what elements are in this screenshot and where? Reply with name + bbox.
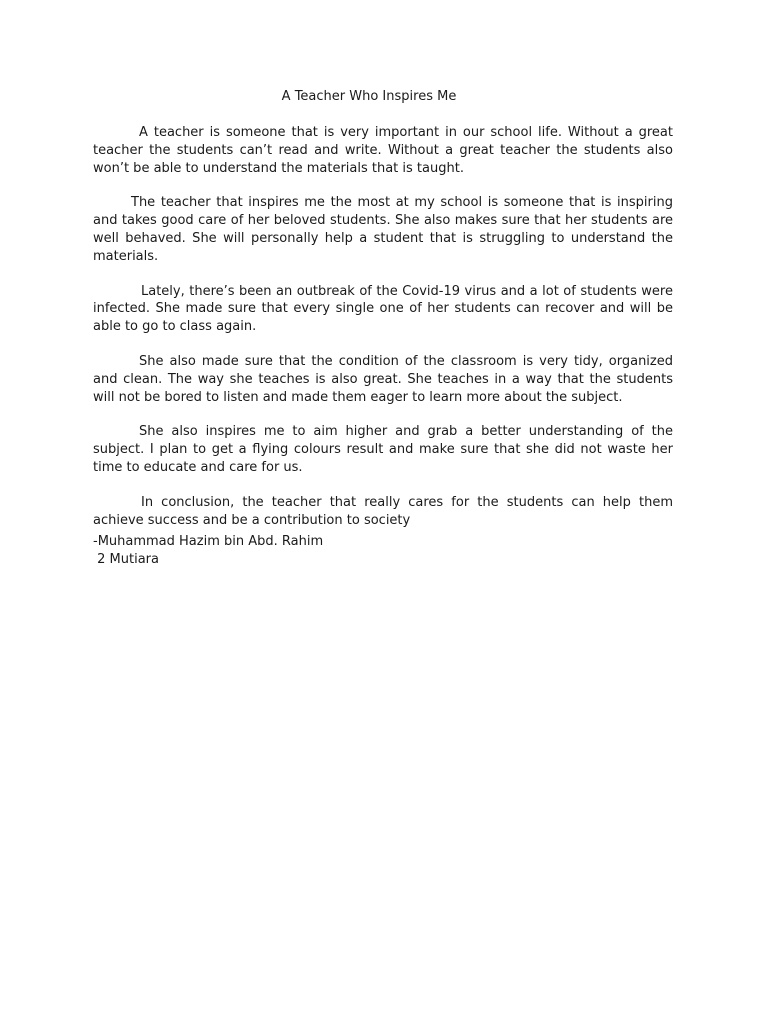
document-body <box>93 124 673 546</box>
paragraph-1: A teacher is someone that is very important in our school life. Without a great teacher the students can’t read and write. Without a great teacher the students also won’t be able to understand the materials that is taught. <box>93 125 673 176</box>
paragraph-6: In conclusion, the teacher that really cares for the students can help them achieve success and be a contribution to society <box>93 494 673 528</box>
signature-block <box>93 533 323 569</box>
document-title: A Teacher Who Inspires Me <box>281 89 457 104</box>
signature-class: 2 Mutiara <box>93 552 159 567</box>
signature-name: -Muhammad Hazim bin Abd. Rahim <box>93 534 324 549</box>
paragraph-3: Lately, there’s been an outbreak of the Covid-19 virus and a lot of students were infected. She made sure that every single one of her students can recover and will be able to go to class again. <box>93 283 673 335</box>
paragraph-4: She also made sure that the condition of the classroom is very tidy, organized and clean. The way she teaches is also great. She teaches in a way that the students will not be bored to listen and made them eager to learn more about the subject. <box>93 353 673 405</box>
paragraph-5: She also inspires me to aim higher and grab a better understanding of the subject. I plan to get a flying colours result and make sure that she did not waste her time to educate and care for us. <box>93 424 673 475</box>
paragraph-2: The teacher that inspires me the most at my school is someone that is inspiring and takes good care of her beloved students. She also makes sure that her students are well behaved. She will personally help a student that is struggling to understand the materials. <box>93 195 673 264</box>
